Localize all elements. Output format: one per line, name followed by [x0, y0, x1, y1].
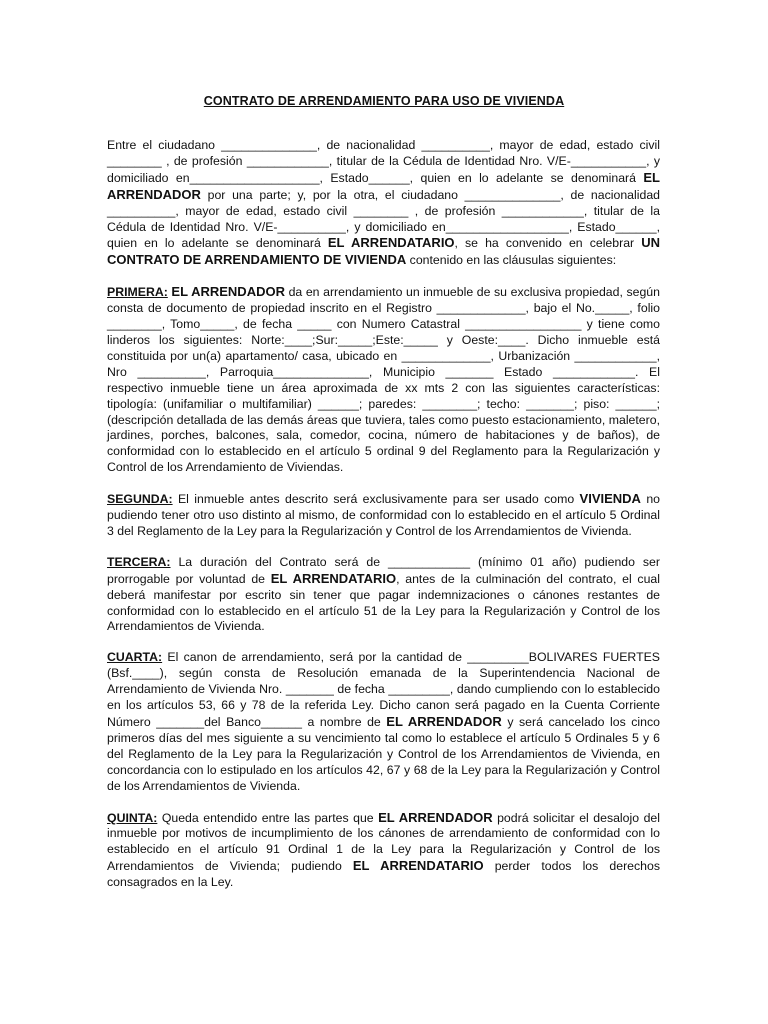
party-arrendador: EL ARRENDADOR [378, 809, 493, 825]
clause-quinta [107, 810, 660, 892]
clause-heading: PRIMERA: [107, 285, 168, 300]
clause-tercera [107, 555, 660, 636]
clause-segunda [107, 491, 660, 540]
clause-text: y será cancelado los cinco primeros días del mes siguiente a su vencimiento tal como lo establece el artículo 5 Ordinales 5 y 6 del Reglamento de la Ley para la Regularización y Control de los Arrendamientos de Vivienda, en concordancia con lo estipulado en los artículos 42, 67 y 68 de la Ley para la Regularización y Control de los Arrendamientos de Vivienda. [107, 715, 660, 793]
clause-primera [107, 284, 660, 476]
clause-text: perder todos los derechos consagrados en la Ley. [107, 859, 660, 890]
party-arrendador: EL ARRENDADOR [171, 284, 285, 300]
clause-cuarta [107, 650, 660, 794]
intro-text-2: por una parte; y, por la otra, el ciudadano ______________, de nacionalidad __________, mayor de edad, estado civil ________ , de profesión ____________, titular de la Cédula de Identidad Nro. V/E-__________, y domiciliado en__________________, Estado______, quien en lo adelante se denominará [107, 187, 660, 251]
clause-heading: SEGUNDA: [107, 492, 173, 507]
intro-text-3: , se ha convenido en celebrar [454, 236, 642, 251]
party-arrendatario: EL ARRENDATARIO [352, 858, 484, 874]
clause-heading: QUINTA: [107, 810, 158, 825]
document-body [107, 138, 660, 891]
contract-name: UN CONTRATO DE ARRENDAMIENTO DE VIVIENDA [107, 235, 660, 268]
party-arrendador: EL ARRENDADOR [386, 714, 502, 729]
intro-text-4: contenido en las cláusulas siguientes: [406, 253, 617, 268]
clause-text: , antes de la culminación del contrato, el cual deberá manifestar por escrito sin tener que pagar indemnizaciones o cánones restantes de conformidad con lo establecido en el artículo 51 de la Ley para la Regularización y Control de los Arrendamientos de Vivienda. [107, 571, 660, 634]
clause-heading: TERCERA: [107, 554, 171, 569]
party-arrendador: EL ARRENDADOR [107, 169, 660, 202]
clause-text: podrá solicitar el desalojo del inmueble por motivos de incumplimiento de los cánones de arrendamiento de conformidad con lo establecido en el artículo 91 Ordinal 1 de la Ley para la Regularización y Control de los Arrendamientos de Vivienda; pudiendo [107, 810, 660, 874]
clause-text: da en arrendamiento un inmueble de su exclusiva propiedad, según consta de documento de propiedad inscrito en el Registro _____________, bajo el No._____, folio ________, Tomo_____, de fecha _____ con Numero Catastral _________________ y tiene como linderos los siguientes: Norte:____;Sur:_____;Este:_____ y Oeste:____. Dicho inmueble está constituida por un(a) apartamento/ casa, ubicado en _____________, Urbanización ____________, Nro __________, Parroquia______________, Municipio _______ Estado ____________. El respectivo inmueble tiene un área aproximada de xx mts 2 con las siguientes características: tipología: (unifamiliar o multifamiliar) ______; paredes: ________; techo: _______; piso: ______; (descripción detallada de las demás áreas que tuviera, tales como puesto estacionamiento, maletero, jardines, porches, balcones, sala, comedor, cocina, número de habitaciones y de baños), de conformidad con lo establecido en el artículo 5 ordinal 9 del Reglamento para la Regularización y Control de los Arrendamiento de Viviendas. [107, 285, 660, 475]
clause-heading: CUARTA: [107, 650, 163, 665]
party-arrendatario: EL ARRENDATARIO [270, 570, 397, 586]
party-arrendatario: EL ARRENDATARIO [327, 235, 455, 251]
clause-text: La duración del Contrato será de ____________ (mínimo 01 año) pudiendo ser prorrogable por voluntad de [107, 554, 660, 586]
clause-text: Queda entendido entre las partes que [157, 810, 379, 825]
document-title: CONTRATO DE ARRENDAMIENTO PARA USO DE VIVIENDA [203, 94, 565, 108]
clause-text: no pudiendo tener otro uso distinto al mismo, de conformidad con lo establecido en el artículo 5 Ordinal 3 del Reglamento de la Ley para la Regularización y Control de los Arrendamientos de Vivienda. [107, 492, 660, 538]
clause-text: El canon de arrendamiento, será por la cantidad de _________BOLIVARES FUERTES (Bsf.____), según consta de Resolución emanada de la Superintendencia Nacional de Arrendamiento de Vivienda Nro. _______ de fecha _________, dando cumpliendo con lo establecido en los artículos 53, 66 y 78 de la referida Ley. Dicho canon será pagado en la Cuenta Corriente Número _______del Banco______ a nombre de [107, 650, 660, 729]
use-vivienda: VIVIENDA [579, 491, 641, 507]
intro-text-1: Entre el ciudadano ______________, de nacionalidad __________, mayor de edad, estado civil ________ , de profesión ____________, titular de la Cédula de Identidad Nro. V/E-___________, y domiciliado en___________________, Estado______, quien en lo adelante se denominará [107, 138, 660, 185]
clause-text: El inmueble antes descrito será exclusivamente para ser usado como [172, 492, 580, 507]
intro-paragraph [107, 138, 660, 269]
